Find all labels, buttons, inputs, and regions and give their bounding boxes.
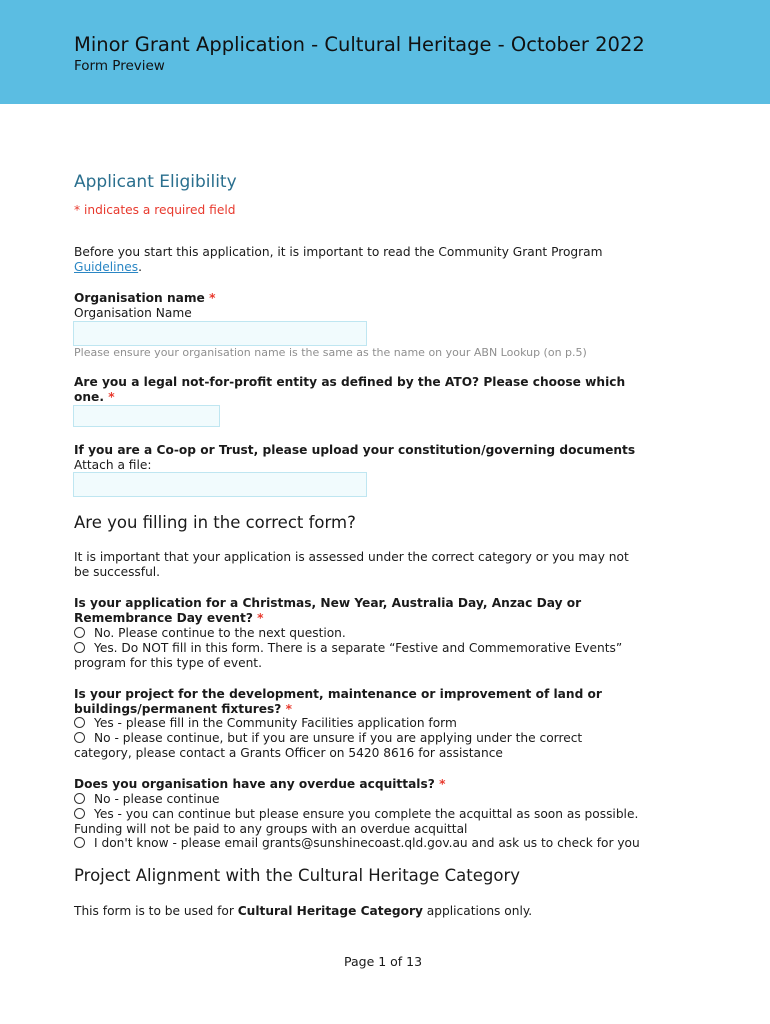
q2-option-no-line2: category, please contact a Grants Officer on 5420 8616 for assistance [74, 746, 503, 760]
attach-file-label: Attach a file: [74, 458, 152, 472]
radio-button[interactable] [74, 717, 85, 728]
radio-button[interactable] [74, 793, 85, 804]
required-asterisk: * [108, 390, 115, 404]
q1-label-line1: Is your application for a Christmas, New Year, Australia Day, Anzac Day or [74, 596, 582, 610]
form-subtitle: Form Preview [74, 58, 165, 74]
q2-label-line1: Is your project for the development, maintenance or improvement of land or [74, 687, 602, 701]
q3-option-no[interactable] [74, 792, 220, 806]
q2-option-no-label: No - please continue, but if you are unsure if you are applying under the correct [94, 731, 583, 745]
alignment-text-before: This form is to be used for [74, 904, 238, 918]
q1-option-yes[interactable] [74, 641, 622, 655]
q3-option-no-label: No - please continue [94, 792, 220, 806]
q2-option-yes[interactable] [74, 716, 457, 730]
q1-option-yes-label: Yes. Do NOT fill in this form. There is a separate “Festive and Commemorative Events” [94, 641, 623, 655]
q1-label-text: Remembrance Day event? [74, 611, 253, 625]
not-for-profit-label-line1: Are you a legal not-for-profit entity as defined by the ATO? Please choose which [74, 375, 626, 389]
required-field-note: * indicates a required field [74, 203, 236, 217]
q3-option-yes-label: Yes - you can continue but please ensure you complete the acquittal as soon as possible. [94, 807, 639, 821]
file-upload-field[interactable] [73, 472, 367, 497]
q1-option-no-label: No. Please continue to the next question. [94, 626, 346, 640]
not-for-profit-select[interactable] [73, 405, 220, 427]
radio-button[interactable] [74, 808, 85, 819]
org-name-label-text: Organisation name [74, 291, 205, 305]
q1-label-line2 [74, 611, 264, 625]
eligibility-intro-line1: Before you start this application, it is important to read the Community Grant Program [74, 245, 603, 259]
not-for-profit-label-line2 [74, 390, 115, 404]
q3-option-dont-know[interactable] [74, 836, 640, 850]
q3-label-text: Does you organisation have any overdue acquittals? [74, 777, 435, 791]
q2-label-line2 [74, 702, 292, 716]
correct-form-intro-line2: be successful. [74, 565, 161, 579]
form-title: Minor Grant Application - Cultural Heritage - October 2022 [74, 33, 645, 56]
q2-option-yes-label: Yes - please fill in the Community Facilities application form [94, 716, 457, 730]
org-name-input[interactable] [73, 321, 367, 346]
form-header [0, 0, 770, 104]
alignment-text [74, 904, 532, 918]
required-asterisk: * [285, 702, 292, 716]
section-heading-correct-form: Are you filling in the correct form? [74, 513, 356, 532]
radio-button[interactable] [74, 642, 85, 653]
q3-label [74, 777, 445, 791]
radio-button[interactable] [74, 732, 85, 743]
required-asterisk: * [439, 777, 446, 791]
page-number: Page 1 of 13 [344, 954, 423, 969]
q3-option-yes[interactable] [74, 807, 638, 821]
q1-option-no[interactable] [74, 626, 346, 640]
correct-form-intro-line1: It is important that your application is assessed under the correct category or you may not [74, 550, 629, 564]
q3-option-yes-line2: Funding will not be paid to any groups with an overdue acquittal [74, 822, 468, 836]
section-heading-alignment: Project Alignment with the Cultural Heritage Category [74, 866, 521, 885]
alignment-category: Cultural Heritage Category [237, 904, 423, 918]
guidelines-link[interactable]: Guidelines [74, 260, 139, 274]
radio-button[interactable] [74, 837, 85, 848]
org-name-hint: Please ensure your organisation name is the same as the name on your ABN Lookup (on p.5) [74, 346, 587, 359]
radio-button[interactable] [74, 627, 85, 638]
eligibility-intro-line2 [74, 260, 142, 274]
required-asterisk: * [209, 291, 216, 305]
org-name-sublabel: Organisation Name [74, 306, 192, 320]
q1-option-yes-line2: program for this type of event. [74, 656, 262, 670]
coop-trust-label: If you are a Co-op or Trust, please upload your constitution/governing documents [74, 443, 636, 457]
required-asterisk: * [257, 611, 264, 625]
not-for-profit-label-text: one. [74, 390, 104, 404]
q2-label-text: buildings/permanent fixtures? [74, 702, 282, 716]
alignment-text-after: applications only. [422, 904, 533, 918]
q3-option-dont-know-label: I don't know - please email grants@sunshinecoast.qld.gov.au and ask us to check for you [94, 836, 640, 850]
q2-option-no[interactable] [74, 731, 582, 745]
intro-period: . [138, 260, 143, 274]
org-name-label [74, 291, 215, 305]
section-heading-eligibility: Applicant Eligibility [74, 172, 237, 192]
